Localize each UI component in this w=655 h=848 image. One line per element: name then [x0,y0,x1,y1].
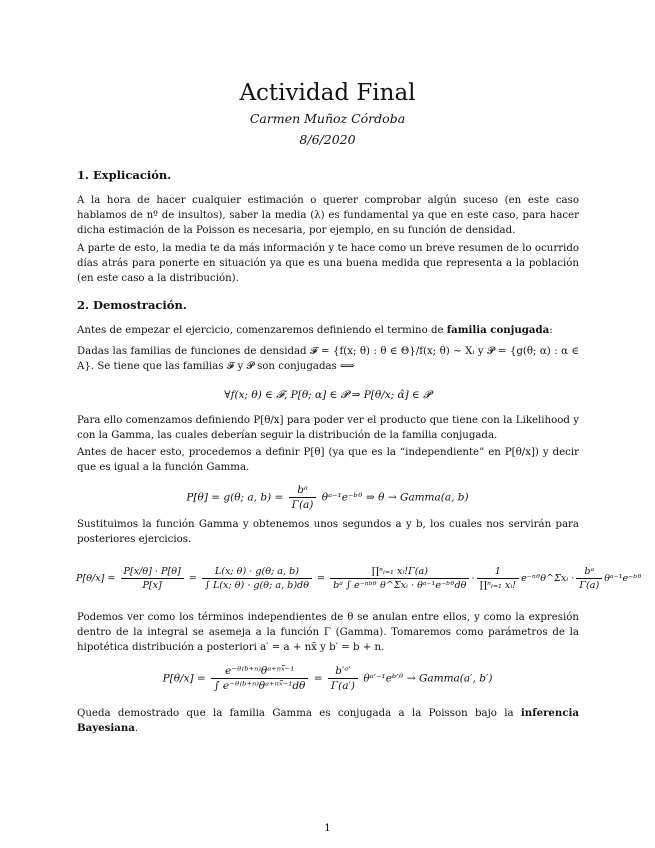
fraction [330,566,469,591]
paragraph: A la hora de hacer cualquier estimación o querer comprobar algún suceso (en este caso hablamos de nº de insultos), saber la media (λ) es fundamental ya que en este caso, para hacer dicha estimación de la Poisson es necesaria, por ejemplo, en su función de densidad. [77,195,579,236]
eq-left: P[θ/x] = [162,672,206,685]
bold-term: inferencia Bayesiana [77,707,579,734]
paragraph: Podemos ver como los términos independientes de θ se anulan entre ellos, y como la expresión dentro de la integral se asemeja a la función Γ (Gamma). Tomaremos como parámetros de la hipotética distribución a posteriori a′ = a + nx̄ y b′ = b + n. [77,612,579,653]
eq-middle: e⁻ⁿᶿθ^Σxᵢ · [521,573,575,584]
fraction [211,665,308,692]
denominator: P[x] [142,580,162,591]
eq-right: θᵃ⁻¹e⁻ᵇᶿ ⇒ θ → Gamma(a, b) [321,491,469,504]
eq-end: θᵃ⁻¹e⁻ᵇᶿ [604,573,642,584]
eq-end: θᵃ′⁻¹eᵇ′ᶿ → Gamma(a′, b′) [363,672,493,685]
numerator: L(x; θ) · g(θ; a, b) [202,566,312,579]
denominator: Γ(a) [291,499,314,511]
paragraph: A parte de esto, la media te da más información y te hace como un breve resumen de lo ocurrido días atrás para ponerte en situación ya que es una buena medida que representa a la población (en este caso a la distribución). [77,243,579,284]
author: Carmen Muñoz Córdoba [249,111,406,126]
section-heading-explicacion: 1. Explicación. [77,168,172,182]
denominator: ∫ L(x; θ) · g(θ; a, b)dθ [204,580,309,591]
fraction [202,566,312,591]
eq-left: P[θ/x] = [76,573,116,584]
bold-term: familia conjugada [446,324,550,336]
numerator: ∏ⁿᵢ₌₁ xᵢ!Γ(a) [330,566,469,579]
paragraph [77,706,579,736]
text: . [134,723,139,734]
page-number: 1 [324,822,331,834]
paragraph: Sustituimos la función Gamma y obtenemos unos segundos a y b, los cuales nos servirán para posteriores ejercicios. [77,519,579,545]
equation-result: P[θ/x] = $\frac{\text{e⁻ᶿ⁽ᵇ⁺ⁿ⁾θᵃ⁺ⁿˣ̄⁻¹}}{\text{∫ e⁻ᶿ⁽ᵇ⁺ⁿ⁾θᵃ⁺ⁿˣ̄⁻¹dθ}}$ = $\frac{\text{b′ᵃ′}}{\Gamma(a')}$ θᵃ′⁻¹eᵇ′ᶿ → Gamma(a′, b′) [162,665,493,692]
numerator: bᵃ [576,566,602,579]
numerator: P[x/θ] · P[θ] [121,566,184,579]
paragraph: Dadas las familias de funciones de densidad 𝓕 = {f(x; θ) : θ ∈ Θ}/f(x; θ) ∼ Xᵢ y 𝓟 = {g(θ; α) : α ∈ A}. Se tiene que las familias 𝓕 y 𝓟 son conjugadas ⟺ [77,346,579,372]
text: Queda demostrado que la familia Gamma es conjugada a la Poisson bajo la [77,708,514,719]
denominator: Γ(a′) [330,680,355,692]
denominator: Γ(a) [579,580,600,591]
equation-conjugate: ∀f(x; θ) ∈ 𝓕, P[θ; α] ∈ 𝓟 ⇒ P[θ/x; α̂] ∈ 𝓟 [224,389,431,401]
numerator: e⁻ᶿ⁽ᵇ⁺ⁿ⁾θᵃ⁺ⁿˣ̄⁻¹ [211,665,308,679]
paragraph: Para ello comenzamos definiendo P[θ/x] para poder ver el producto que tiene con la Likelihood y con la Gamma, las cuales deberían seguir la distribución de la familia conjugada. [77,415,579,441]
denominator: ∏ⁿᵢ₌₁ xᵢ! [479,580,517,591]
section-heading-demostracion: 2. Demostración. [77,298,187,312]
paragraph: Antes de hacer esto, procedemos a definir P[θ] (ya que es la “independiente” en P[θ/x]) y decir que es igual a la función Gamma. [77,447,579,473]
paragraph: Antes de empezar el ejercicio, comenzaremos definiendo el termino de familia conjugada: [77,324,553,336]
fraction [289,484,317,511]
fraction [477,566,520,591]
document-title: Actividad Final [239,80,416,106]
denominator: bᵃ ∫ e⁻ⁿᵇᶿ θ^Σxᵢ · θᵃ⁻¹e⁻ᵇᶿdθ [333,580,467,591]
equation-gamma-prior [0,484,655,511]
date: 8/6/2020 [299,132,356,147]
text: Antes de empezar el ejercicio, comenzaremos definiendo el termino de [77,325,444,336]
numerator: bᵃ [289,484,317,498]
fraction [576,566,602,591]
fraction [121,566,184,591]
fraction [328,665,358,692]
equation-posterior: P[θ/x] = $\frac{P[x/\theta] \cdot P[\theta]}{P[x]}$ = $\frac{L(x; \theta) \cdot g(\theta; a, b)}{\int L(x; \theta) \cdot g(\theta; a, b)d\theta}$ = $\frac{\text{∏ⁿᵢ₌₁ xᵢ!Γ(a)}}{\text{bᵃ ∫ e⁻ⁿᵇᶿ θ\textasciicircum{}Σxᵢ · θᵃ⁻¹e⁻ᵇᶿdθ}}$ · $\frac{1}{\text{∏ⁿᵢ₌₁ xᵢ!}}$ e⁻ⁿᶿθ^Σxᵢ · $\frac{\text{bᵃ}}{\Gamma(a)}$ θᵃ⁻¹e⁻ᵇᶿ [76,566,642,591]
numerator: b′ᵃ′ [328,665,358,679]
denominator: ∫ e⁻ᶿ⁽ᵇ⁺ⁿ⁾θᵃ⁺ⁿˣ̄⁻¹dθ [214,680,306,692]
numerator: 1 [477,566,520,579]
eq-left: P[θ] = g(θ; a, b) = [186,491,284,504]
